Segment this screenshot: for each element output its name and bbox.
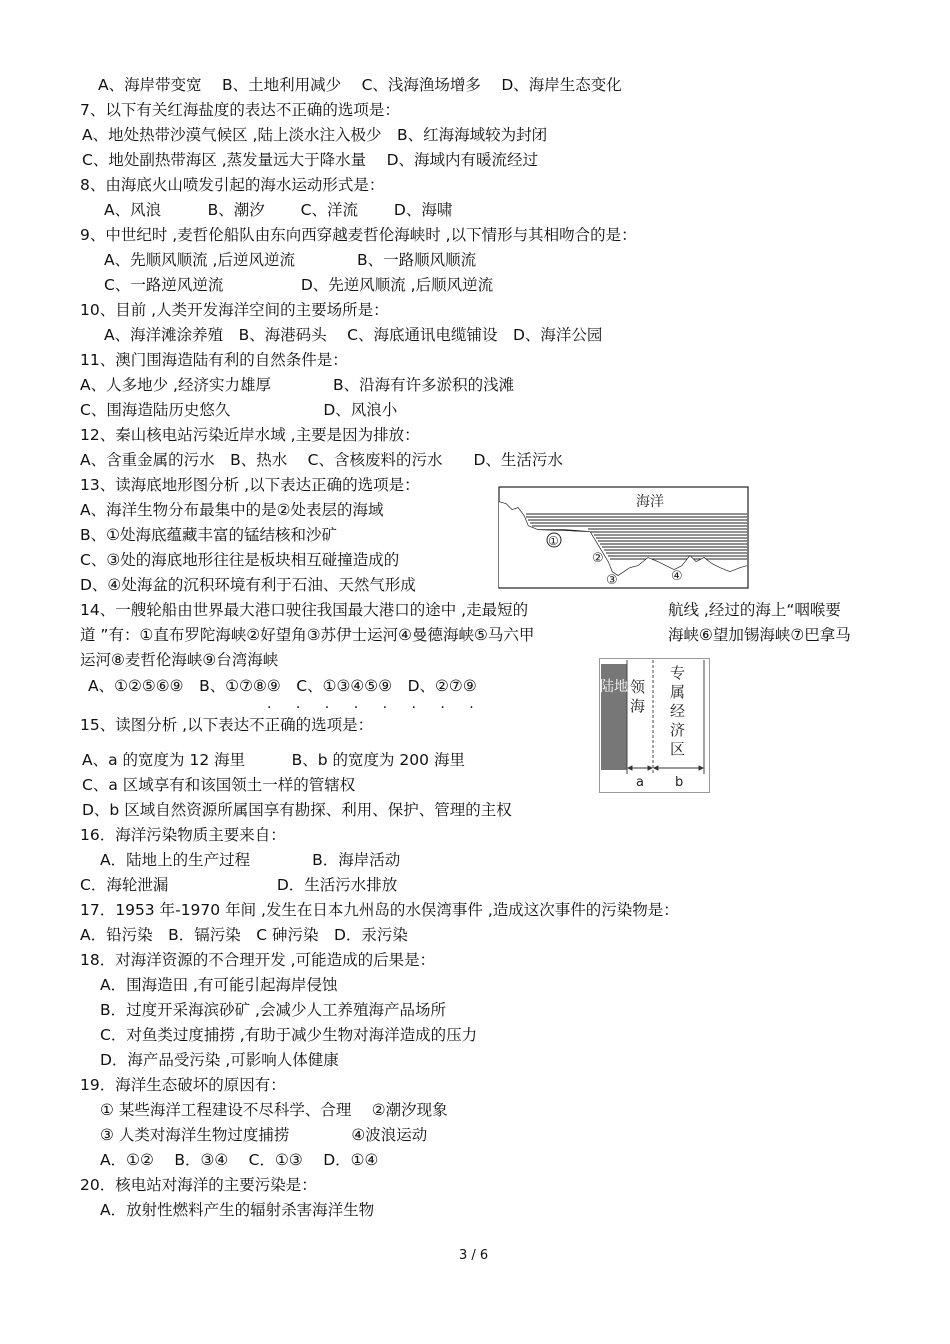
text-line-l2: 7、以下有关红海盐度的表达不正确的选项是： (80, 101, 400, 119)
emphasis-dots: · · · · · · · · (267, 700, 484, 716)
land-label: 陆地 (600, 679, 628, 695)
text-line-l33: A．陆地上的生产过程 B．海岸活动 (100, 851, 401, 869)
territorial-sea-label-1: 领 (630, 678, 646, 696)
text-line-l9: C、一路逆风逆流 D、先逆风顺流 ,后顺风逆流 (104, 276, 494, 294)
eez-label-5: 区 (670, 740, 686, 758)
text-line-l15: 12、秦山核电站污染近岸水域 ,主要是因为排放： (80, 426, 420, 444)
text-line-l16: A、含重金属的污水 B、热水 C、含核废料的污水 D、生活污水 (80, 451, 563, 469)
marker-1: ① (548, 534, 559, 548)
eez-label-2: 属 (670, 683, 686, 701)
text-line-l13: A、人多地少 ,经济实力雄厚 B、沿海有许多淤积的浅滩 (80, 376, 515, 394)
text-line-l36: A．铅污染 B．镉污染 C 砷污染 D．汞污染 (80, 926, 408, 944)
text-line-l10: 10、目前 ,人类开发海洋空间的主要场所是： (80, 301, 389, 319)
text-line-l17: 13、读海底地形图分析 ,以下表达正确的选项是： (80, 476, 420, 494)
page-number: 3 / 6 (459, 1248, 489, 1263)
text-line-l32: 16．海洋污染物质主要来自： (80, 826, 286, 844)
text-line-l47: A．放射性燃料产生的辐射杀害海洋生物 (100, 1201, 375, 1219)
marker-3: ③ (606, 573, 618, 588)
text-line-l38: A．围海造田 ,有可能引起海岸侵蚀 (100, 976, 338, 994)
text-line-l18: A、海洋生物分布最集中的是②处表层的海域 (80, 501, 384, 519)
text-line-l29: A、a 的宽度为 12 海里 B、b 的宽度为 200 海里 (82, 751, 465, 769)
text-line-l4: C、地处副热带海区 ,蒸发量远大于降水量 D、海域内有暖流经过 (82, 151, 539, 169)
text-line-l21: D、④处海盆的沉积环境有利于石油、天然气形成 (80, 576, 416, 594)
label-b: b (675, 775, 684, 790)
text-line-l41: D．海产品受污染 ,可影响人体健康 (100, 1051, 339, 1069)
text-line-l35: 17．1953 年-1970 年间 ,发生在日本九州岛的水俣湾事件 ,造成这次事件的污染物是： (80, 901, 679, 919)
text-line-l12: 11、澳门围海造陆有利的自然条件是： (80, 351, 348, 369)
text-line-l28: 15、读图分析 ,以下表达不正确的选项是： (80, 716, 374, 734)
text-line-l5: 8、由海底火山喷发引起的海水运动形式是： (80, 176, 385, 194)
text-line-l20: C、③处的海底地形往往是板块相互碰撞造成的 (80, 551, 400, 569)
marker-4: ④ (671, 569, 683, 584)
text-line-l26: 运河⑧麦哲伦海峡⑨台湾海峡 (80, 651, 279, 669)
text-line-l45: A．①② B．③④ C．①③ D．①④ (100, 1151, 379, 1169)
text-line-l42: 19．海洋生态破坏的原因有： (80, 1076, 286, 1094)
maritime-zone-figure (599, 658, 711, 794)
marker-2: ② (592, 551, 604, 566)
text-line-l14: C、围海造陆历史悠久 D、风浪小 (80, 401, 398, 419)
text-line-l31: D、b 区域自然资源所属国享有勘探、利用、保护、管理的主权 (82, 801, 512, 819)
text-line-l39: B．过度开采海滨砂矿 ,会减少人工养殖海产品场所 (100, 1001, 446, 1019)
ocean-label: 海洋 (636, 494, 664, 510)
text-line-l40: C．对鱼类过度捕捞 ,有助于减少生物对海洋造成的压力 (100, 1026, 478, 1044)
text-line-l19: B、①处海底蕴藏丰富的锰结核和沙矿 (80, 526, 338, 544)
text-line-l34: C．海轮泄漏 D．生活污水排放 (80, 876, 398, 894)
text-line-l46: 20．核电站对海洋的主要污染是： (80, 1176, 317, 1194)
territorial-sea-label-2: 海 (630, 697, 646, 715)
seafloor-topography-figure (498, 486, 750, 590)
text-line-l3: A、地处热带沙漠气候区 ,陆上淡水注入极少 B、红海海域较为封闭 (82, 126, 548, 144)
text-line-l30: C、a 区域享有和该国领土一样的管辖权 (82, 776, 356, 794)
text-line-l8: A、先顺风顺流 ,后逆风逆流 B、一路顺风顺流 (104, 251, 477, 269)
text-line-l22: 14、一艘轮船由世界最大港口驶往我国最大港口的途中 ,走最短的 (80, 601, 529, 619)
text-line-l1: A、海岸带变宽 B、土地利用减少 C、浅海渔场增多 D、海岸生态变化 (98, 76, 622, 94)
text-line-l37: 18．对海洋资源的不合理开发 ,可能造成的后果是： (80, 951, 436, 969)
label-a: a (636, 775, 644, 790)
text-line-l25: 海峡⑥望加锡海峡⑦巴拿马 (668, 626, 851, 644)
eez-label-1: 专 (670, 664, 686, 682)
eez-label-4: 济 (670, 721, 686, 739)
text-line-l27: A、①②⑤⑥⑨ B、①⑦⑧⑨ C、①③④⑤⑨ D、②⑦⑨ (88, 677, 477, 695)
text-line-l43: ① 某些海洋工程建设不尽科学、合理 ②潮汐现象 (100, 1101, 448, 1119)
text-line-l11: A、海洋滩涂养殖 B、海港码头 C、海底通讯电缆铺设 D、海洋公园 (104, 326, 603, 344)
text-line-l23: 航线 ,经过的海上“咽喉要 (668, 601, 841, 619)
text-line-l24: 道 ”有：①直布罗陀海峡②好望角③苏伊士运河④曼德海峡⑤马六甲 (80, 626, 535, 644)
eez-label-3: 经 (670, 702, 686, 720)
text-line-l7: 9、中世纪时 ,麦哲伦船队由东向西穿越麦哲伦海峡时 ,以下情形与其相吻合的是： (80, 226, 637, 244)
text-line-l6: A、风浪 B、潮汐 C、洋流 D、海啸 (104, 201, 453, 219)
text-line-l44: ③ 人类对海洋生物过度捕捞 ④波浪运动 (100, 1126, 428, 1144)
